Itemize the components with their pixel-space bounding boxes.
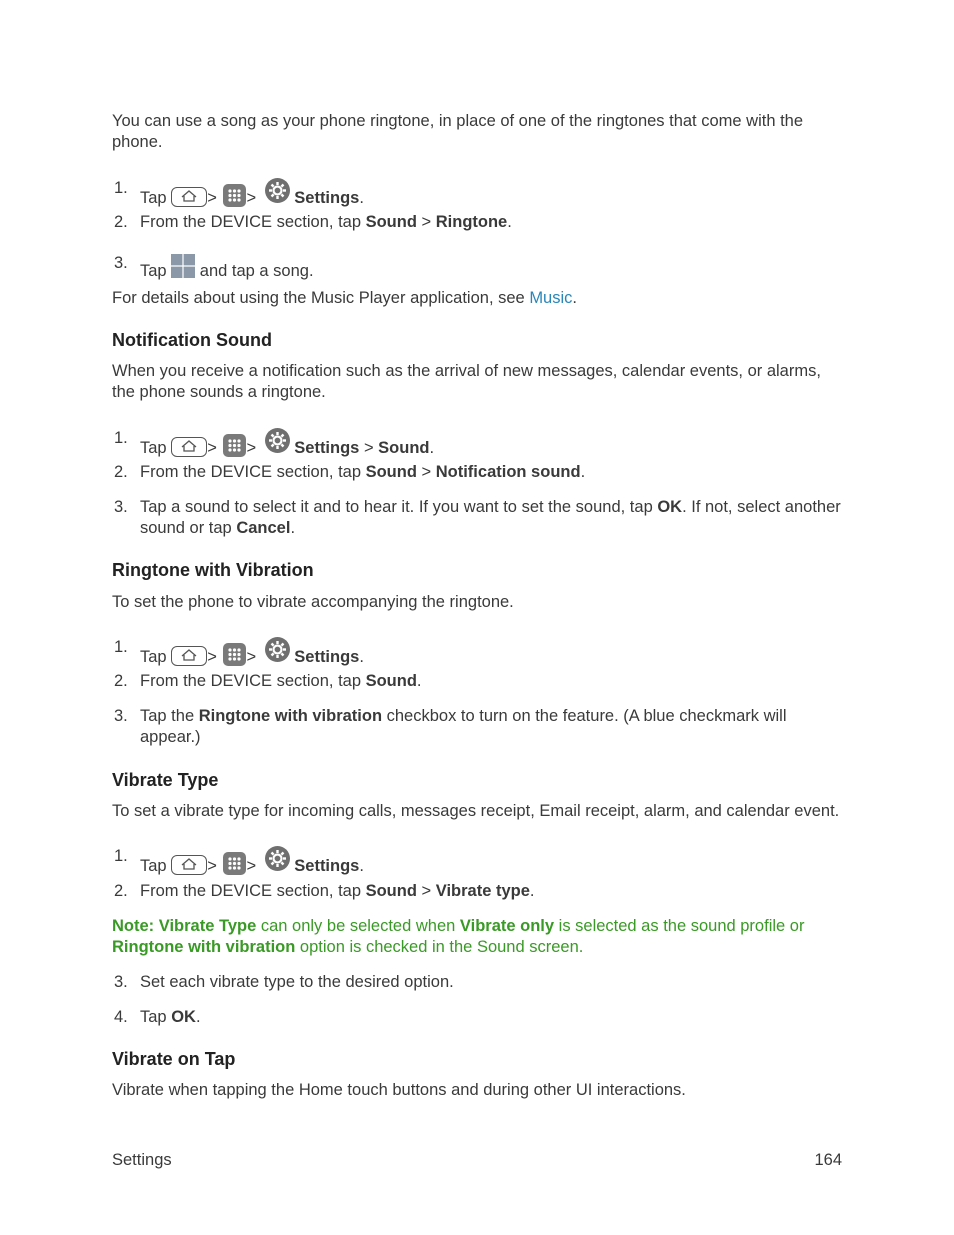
home-key-icon (171, 855, 207, 875)
section-paragraph: Vibrate when tapping the Home touch buttons and during other UI interactions. (112, 1081, 686, 1099)
settings-gear-icon (265, 178, 290, 203)
home-key-icon (171, 646, 207, 666)
apps-icon (223, 852, 246, 875)
settings-gear-icon (265, 846, 290, 871)
note-paragraph: Note: Vibrate Type can only be selected when Vibrate only is selected as the sound profile or Ringtone with vibration option is checked in the Sound screen. (112, 917, 805, 956)
section-heading: Vibrate on Tap (112, 1049, 236, 1069)
section-paragraph: To set a vibrate type for incoming calls, messages receipt, Email receipt, alarm, and calendar event. (112, 802, 840, 820)
settings-gear-icon (265, 428, 290, 453)
section-heading: Notification Sound (112, 330, 272, 350)
settings-gear-icon (265, 637, 290, 662)
music-link[interactable]: Music (529, 289, 573, 307)
apps-icon (223, 434, 246, 457)
add-icon (171, 254, 195, 278)
page-number: 164 (814, 1151, 842, 1169)
section-heading: Ringtone with Vibration (112, 560, 314, 580)
home-key-icon (171, 437, 207, 457)
section-paragraph: When you receive a notification such as the arrival of new messages, calendar events, or alarms, the phone sounds a ringtone. (112, 362, 821, 401)
section-heading: Vibrate Type (112, 770, 219, 790)
footer-section-name: Settings (112, 1151, 172, 1169)
music-paragraph: For details about using the Music Player application, see Music. (112, 289, 577, 307)
apps-icon (223, 184, 246, 207)
home-key-icon (171, 187, 207, 207)
section-paragraph: To set the phone to vibrate accompanying the ringtone. (112, 593, 514, 611)
intro-paragraph: You can use a song as your phone ringtone, in place of one of the ringtones that come with the phone. (112, 112, 804, 151)
apps-icon (223, 643, 246, 666)
